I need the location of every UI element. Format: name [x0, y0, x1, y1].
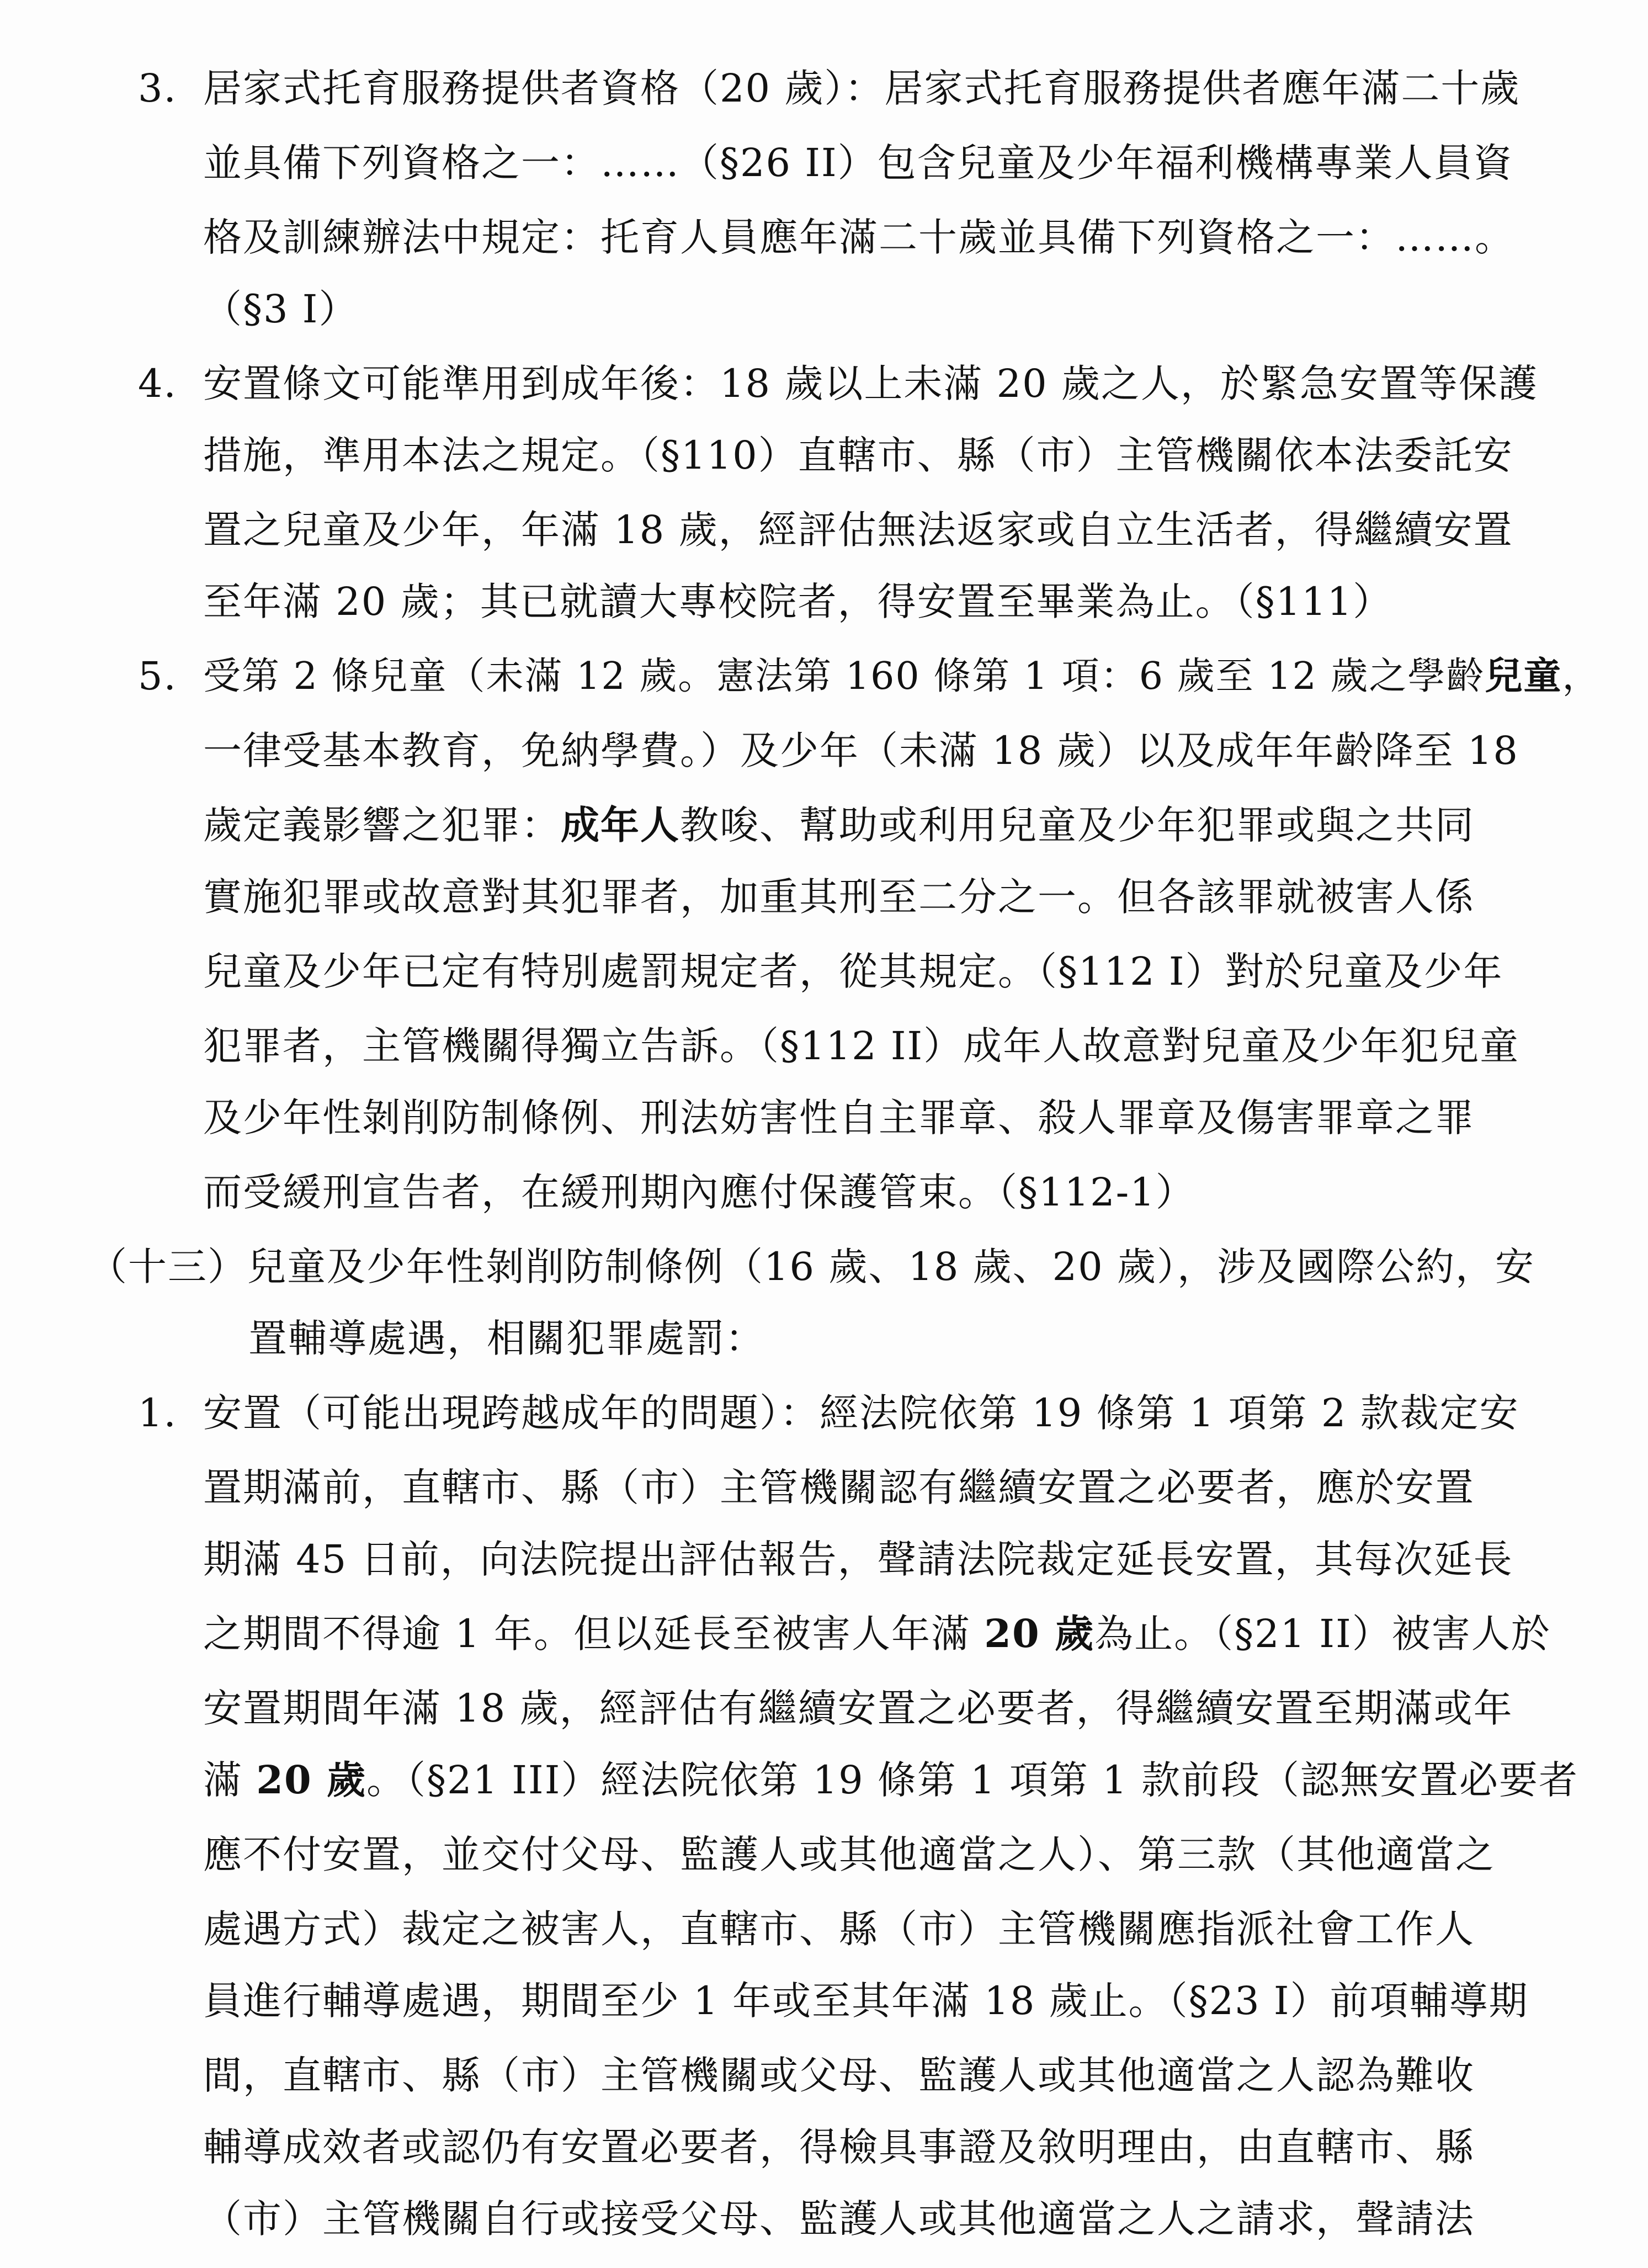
item-5-line-1-text: 受第 2 條兒童（未滿 12 歲。憲法第 160 條第 1 項：6 歲至 12 歲之學齡	[203, 655, 1485, 698]
item-5-number: 5.	[138, 654, 177, 699]
item-1-line-9: 員進行輔導處遇，期間至少 1 年或至其年滿 18 歲止。（§23 I）前項輔導期	[203, 1978, 1529, 2023]
item-4-line-2: 措施，準用本法之規定。（§110）直轄市、縣（市）主管機關依本法委託安	[203, 433, 1513, 478]
item-1-bold-age-20-a: 20 歲	[984, 1611, 1095, 1656]
item-5-line-3-tail: 教唆、幫助或利用兒童及少年犯罪或與之共同	[680, 803, 1475, 848]
item-1-line-1: 安置（可能出現跨越成年的問題）：經法院依第 19 條第 1 項第 2 款裁定安	[203, 1390, 1519, 1436]
item-5-line-6: 犯罪者，主管機關得獨立告訴。（§112 II）成年人故意對兒童及少年犯兒童	[203, 1023, 1520, 1069]
item-1-line-5: 安置期間年滿 18 歲，經評估有繼續安置之必要者，得繼續安置至期滿或年	[203, 1686, 1513, 1731]
item-3-line-3: 格及訓練辦法中規定：托育人員應年滿二十歲並具備下列資格之一：……。	[203, 215, 1514, 260]
item-4-number: 4.	[138, 361, 177, 406]
item-5-line-1	[203, 646, 1601, 707]
item-3-line-4: （§3 I）	[203, 286, 359, 332]
item-5-line-5: 兒童及少年已定有特別處罰規定者，從其規定。（§112 I）對於兒童及少年	[203, 949, 1503, 994]
item-1-line-3: 期滿 45 日前，向法院提出評估報告，聲請法院裁定延長安置，其每次延長	[203, 1537, 1513, 1582]
section-13-heading-line-1: （十三）兒童及少年性剝削防制條例（16 歲、18 歲、20 歲），涉及國際公約，安	[88, 1244, 1535, 1289]
item-1-line-4-tail: 為止。（§21 II）被害人於	[1094, 1611, 1551, 1656]
item-1-line-6-text: 滿	[203, 1757, 257, 1803]
item-1-number: 1.	[138, 1390, 177, 1436]
item-5-line-3	[203, 795, 1475, 856]
item-4-line-4: 至年滿 20 歲；其已就讀大專校院者，得安置至畢業為止。（§111）	[203, 579, 1393, 624]
item-3-number: 3.	[138, 66, 177, 111]
item-4-line-3: 置之兒童及少年，年滿 18 歲，經評估無法返家或自立生活者，得繼續安置	[203, 507, 1513, 553]
item-5-bold-adult: 成年人	[561, 802, 680, 848]
item-1-line-6-tail: 。（§21 III）經法院依第 19 條第 1 項第 1 款前段（認無安置必要者	[366, 1757, 1578, 1803]
item-5-bold-child: 兒童	[1485, 654, 1562, 698]
item-1-line-8: 處遇方式）裁定之被害人，直轄市、縣（市）主管機關應指派社會工作人	[203, 1906, 1475, 1952]
item-1-line-2: 置期滿前，直轄市、縣（市）主管機關認有繼續安置之必要者，應於安置	[203, 1465, 1475, 1510]
item-5-line-1-tail: ，	[1562, 655, 1601, 698]
item-1-line-11: 輔導成效者或認仍有安置必要者，得檢具事證及敘明理由，由直轄市、縣	[203, 2124, 1475, 2170]
item-5-line-2: 一律受基本教育，免納學費。）及少年（未滿 18 歲）以及成年年齡降至 18	[203, 728, 1519, 773]
item-3-line-1: 居家式托育服務提供者資格（20 歲）：居家式托育服務提供者應年滿二十歲	[203, 66, 1521, 111]
item-1-bold-age-20-b: 20 歲	[256, 1757, 367, 1803]
item-4-line-1: 安置條文可能準用到成年後：18 歲以上未滿 20 歲之人，於緊急安置等保護	[203, 361, 1538, 406]
item-1-line-4-text: 之期間不得逾 1 年。但以延長至被害人年滿	[203, 1611, 985, 1656]
item-1-line-6	[203, 1750, 1578, 1810]
item-1-line-7: 應不付安置，並交付父母、監護人或其他適當之人）、第三款（其他適當之	[203, 1832, 1495, 1877]
item-5-line-7: 及少年性剝削防制條例、刑法妨害性自主罪章、殺人罪章及傷害罪章之罪	[203, 1095, 1475, 1140]
item-1-line-10: 間，直轄市、縣（市）主管機關或父母、監護人或其他適當之人認為難收	[203, 2053, 1475, 2098]
item-5-line-8: 而受緩刑宣告者，在緩刑期內應付保護管束。（§112-1）	[203, 1170, 1195, 1215]
item-1-line-4	[203, 1603, 1551, 1664]
item-5-line-3-text: 歲定義影響之犯罪：	[203, 803, 561, 848]
item-3-line-2: 並具備下列資格之一：……（§26 II）包含兒童及少年福利機構專業人員資	[203, 140, 1513, 185]
item-1-line-12: （市）主管機關自行或接受父母、監護人或其他適當之人之請求，聲請法	[203, 2196, 1475, 2242]
item-5-line-4: 實施犯罪或故意對其犯罪者，加重其刑至二分之一。但各該罪就被害人係	[203, 874, 1475, 920]
section-13-heading-line-2: 置輔導處遇，相關犯罪處罰：	[248, 1316, 765, 1361]
